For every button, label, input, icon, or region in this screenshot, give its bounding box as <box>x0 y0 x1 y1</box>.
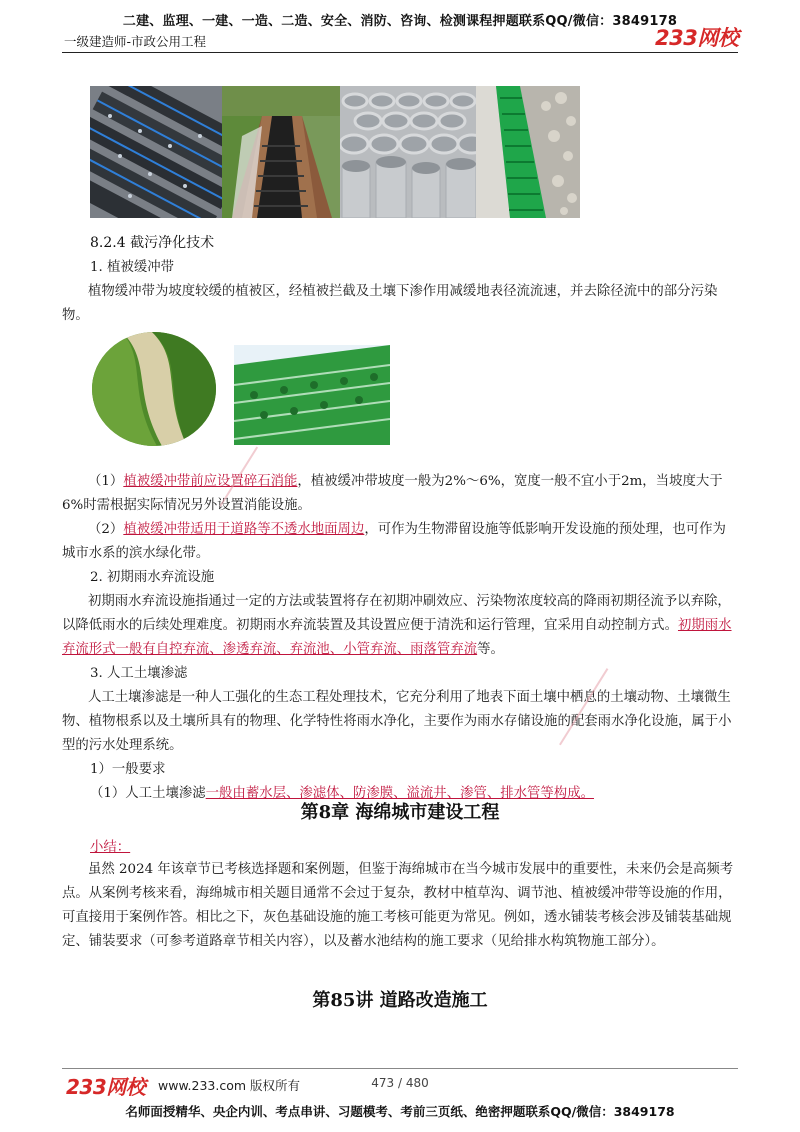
item2-text: 初期雨水弃流设施指通过一定的方法或装置将存在初期冲刷效应、污染物浓度较高的降雨初期径流予以弃除，以降低雨水的后续处理难度。初期雨水弃流装置及其设置应便于清洗和运行管理，宜采用自动控制方式。 <box>62 594 731 633</box>
item2-title: 2. 初期雨水弃流设施 <box>90 570 215 585</box>
summary-label: 小结： <box>90 840 131 855</box>
summary-text: 虽然 2024 年该章节已考核选择题和案例题，但鉴于海绵城市在当今城市发展中的重要性，未来仍会是高频考点。从案例考核来看，海绵城市相关题目通常不会过于复杂，教材中植草沟、调节池、植被缓冲带等设施的作用，可直接用于案例作答。相比之下，灰色基础设施的施工考核可能更为常见。例如，透水铺装考核会涉及铺装基础规定、铺装要求（可参考道路章节相关内容），以及蓄水池结构的施工要求（见给排水构筑物施工部分）。 <box>62 862 734 949</box>
footer-logo: 233网校 <box>66 1075 146 1099</box>
vegetation-buffer-photo <box>92 332 216 446</box>
point1-text: ，植被缓冲带坡度一般为2%～6%，宽度一般不宜小于2m，当坡度大于6%时需根据实际情况另外设置消能设施。 <box>62 474 723 513</box>
slope-planting-photo <box>234 345 390 445</box>
item1-title: 1. 植被缓冲带 <box>90 260 174 275</box>
item2-highlight: 初期雨水弃流形式一般有自控弃流、渗透弃流、弃流池、小管弃流、雨落管弃流 <box>62 618 732 657</box>
item2-end: 等。 <box>477 642 504 657</box>
page-number: 473 / 480 <box>371 1076 429 1090</box>
chapter-title: 第8章 海绵城市建设工程 <box>300 802 500 823</box>
perforated-pipes-photo <box>90 86 222 218</box>
header-contact-line: 二建、监理、一建、一造、二造、安全、消防、咨询、检测课程押题联系QQ/微信：3849178 <box>122 14 678 29</box>
point1-highlight: 植被缓冲带前应设置碎石消能 <box>123 474 298 489</box>
point2-prefix: （2） <box>88 522 124 537</box>
section-heading: 8.2.4 截污净化技术 <box>90 235 215 251</box>
requirement1-highlight: 一般由蓄水层、渗滤体、防渗膜、溢流井、渗管、排水管等构成。 <box>205 786 594 801</box>
header-divider <box>62 52 738 53</box>
footer-url[interactable]: www.233.com 版权所有 <box>158 1078 300 1093</box>
point2-paragraph <box>62 518 738 566</box>
item3-title: 3. 人工土壤渗滤 <box>90 666 188 681</box>
concrete-rings-photo <box>340 86 476 218</box>
header-logo: 233网校 <box>655 26 739 50</box>
point2-highlight: 植被缓冲带适用于道路等不透水地面周边 <box>123 522 365 537</box>
item3-text: 人工土壤渗滤是一种人工强化的生态工程处理技术，它充分利用了地表下面土壤中栖息的土壤动物、土壤微生物、植物根系以及土壤所具有的物理、化学特性将雨水净化，主要作为雨水存储设施的配套雨水净化设施，属于小型的污水处理系统。 <box>62 690 732 753</box>
item2-paragraph <box>62 590 738 662</box>
green-grid-photo <box>476 86 580 218</box>
footer-divider <box>62 1068 738 1069</box>
requirements-title: 1）一般要求 <box>90 762 166 777</box>
trench-pipe-photo <box>222 86 340 218</box>
lecture-title: 第85讲 道路改造施工 <box>312 990 488 1011</box>
point1-prefix: （1） <box>88 474 124 489</box>
requirement1-prefix: （1）人工土壤渗滤 <box>90 786 206 801</box>
item1-intro: 植物缓冲带为坡度较缓的植被区，经植被拦截及土壤下渗作用减缓地表径流流速，并去除径流中的部分污染物。 <box>62 284 718 323</box>
footer-contact-line: 名师面授精华、央企内训、考点串讲、习题模考、考前三页纸、绝密押题联系QQ/微信：3849178 <box>125 1104 675 1119</box>
point2-text: ，可作为生物滞留设施等低影响开发设施的预处理，也可作为城市水系的滨水绿化带。 <box>62 522 726 561</box>
header-subtitle: 一级建造师-市政公用工程 <box>64 34 207 49</box>
point1-paragraph <box>62 470 738 518</box>
